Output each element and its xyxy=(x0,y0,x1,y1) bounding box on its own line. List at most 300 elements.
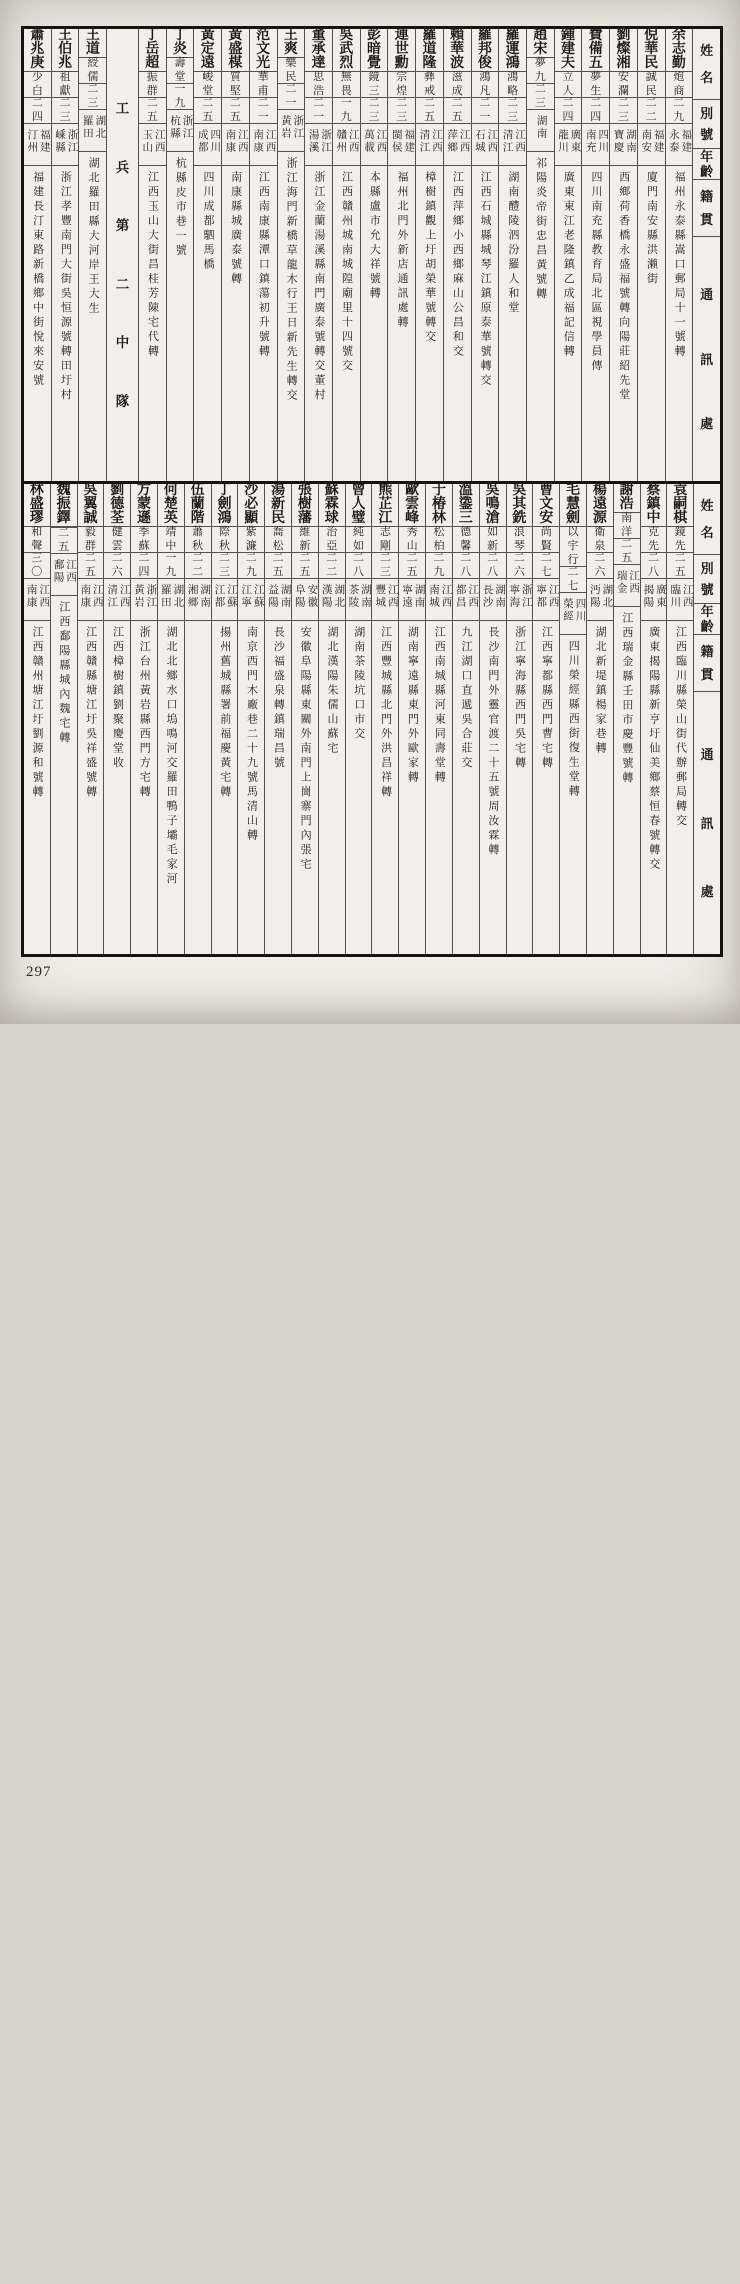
name-cell xyxy=(399,484,425,526)
person-age: 二 九 xyxy=(245,552,257,578)
native-place-cell xyxy=(372,578,398,620)
person-address: 江西贛州塘江圩劉源和號轉 xyxy=(31,626,44,800)
address-cell xyxy=(292,620,318,2284)
person-native-place: 湖北沔陽 xyxy=(588,584,613,609)
person-name: 蕭 兆 庚 xyxy=(30,28,45,71)
person-age: 二 三 xyxy=(87,83,99,109)
person-address: 四川榮經縣西街復生堂轉 xyxy=(567,640,580,800)
age-cell xyxy=(372,552,398,578)
age-cell xyxy=(666,97,693,123)
person-name: 吳 武 烈 xyxy=(339,28,354,71)
roster-column xyxy=(506,484,533,954)
header-age xyxy=(694,603,720,634)
age-cell xyxy=(614,538,640,564)
person-native-place: 江蘇江寧 xyxy=(240,584,264,609)
address-cell xyxy=(185,620,211,2284)
person-age: 二 三 xyxy=(507,97,519,123)
person-native-place: 安徽阜陽 xyxy=(293,584,318,609)
address-cell xyxy=(560,634,586,2284)
person-name: 董 承 達 xyxy=(311,28,326,71)
roster-column xyxy=(103,484,130,954)
person-alias: 思 浩 xyxy=(313,71,325,97)
native-place-cell xyxy=(416,123,443,165)
person-age: 二 五 xyxy=(58,527,70,553)
person-name: 吳 鳴 滄 xyxy=(485,483,500,526)
person-address: 浙江金蘭湯溪縣南門廣泰號轉交董村 xyxy=(312,171,325,403)
person-age: 二 五 xyxy=(674,552,686,578)
name-cell xyxy=(444,29,471,71)
person-native-place: 四川榮經 xyxy=(562,598,586,623)
alias-cell xyxy=(587,526,613,552)
person-name: 劉 燦 湘 xyxy=(616,28,631,71)
name-cell xyxy=(610,29,637,71)
person-address: 江西鄱陽縣城內魏宅轉 xyxy=(57,601,70,746)
alias-cell xyxy=(399,526,425,552)
person-alias: 夢 生 xyxy=(590,71,602,97)
name-cell xyxy=(305,29,332,71)
native-place-cell xyxy=(610,123,637,165)
roster-column xyxy=(332,29,360,481)
name-cell xyxy=(499,29,526,71)
age-cell xyxy=(533,552,559,578)
person-native-place: 江西清江 xyxy=(106,584,130,609)
native-place-cell xyxy=(444,123,471,165)
age-cell xyxy=(158,552,184,578)
roster-column xyxy=(640,484,667,954)
roster-column xyxy=(166,29,194,481)
alias-cell xyxy=(527,57,554,83)
person-alias: 紫 濂 xyxy=(245,526,257,552)
person-native-place: 福建永泰 xyxy=(667,129,692,154)
roster-column xyxy=(318,484,345,954)
age-cell xyxy=(265,552,291,578)
alias-cell xyxy=(319,526,345,552)
person-alias: 鏡 三 xyxy=(368,71,380,97)
native-place-cell xyxy=(131,578,157,620)
alias-cell xyxy=(499,71,526,97)
person-address: 長沙福盛泉轉鎮瑞昌號 xyxy=(272,626,285,771)
alias-cell xyxy=(24,71,51,97)
person-native-place: 廣東揭陽 xyxy=(642,584,666,609)
person-name: 連 世 勳 xyxy=(394,28,409,71)
alias-cell xyxy=(667,526,693,552)
age-cell xyxy=(416,97,443,123)
person-name: 羅 道 隆 xyxy=(422,28,437,71)
person-native-place: 浙江黃岩 xyxy=(279,115,304,140)
roster-column xyxy=(554,29,582,481)
person-native-place: 江西清江 xyxy=(501,129,526,154)
age-cell xyxy=(24,552,50,578)
roster-column xyxy=(609,29,637,481)
name-cell xyxy=(587,484,613,526)
person-alias: 宗 煌 xyxy=(396,71,408,97)
name-cell xyxy=(194,29,221,71)
person-alias: 立 人 xyxy=(562,71,574,97)
person-native-place: 浙江黃岩 xyxy=(133,584,157,609)
person-address: 廈門南安縣洪瀨街 xyxy=(645,171,658,287)
age-cell xyxy=(139,97,166,123)
person-name: 曹 文 安 xyxy=(539,483,554,526)
name-cell xyxy=(265,484,291,526)
native-place-cell xyxy=(222,123,249,165)
age-cell xyxy=(361,97,388,123)
roster-column xyxy=(360,29,388,481)
age-cell xyxy=(238,552,264,578)
alias-cell xyxy=(388,71,415,97)
address-cell xyxy=(24,620,50,2284)
person-age: 二 五 xyxy=(202,97,214,123)
person-alias: 夢 九 xyxy=(534,57,546,83)
address-cell xyxy=(399,620,425,2284)
person-age: 二 二 xyxy=(192,552,204,578)
alias-cell xyxy=(453,526,479,552)
name-cell xyxy=(361,29,388,71)
person-alias: 滋 成 xyxy=(451,71,463,97)
person-name: 丁 岳 超 xyxy=(145,28,160,71)
alias-cell xyxy=(555,71,582,97)
person-address: 湖北羅田縣大河岸王大生 xyxy=(87,157,100,317)
person-alias: 鴻 略 xyxy=(507,71,519,97)
person-native-place: 江蘇江都 xyxy=(213,584,237,609)
person-native-place: 福建汀州 xyxy=(26,129,50,154)
roster-column xyxy=(613,484,640,954)
header-native-label: 籍 貫 xyxy=(700,644,714,682)
person-age: 二 一 xyxy=(313,97,325,123)
native-place-cell xyxy=(641,578,667,620)
age-cell xyxy=(185,552,211,578)
person-alias: 南 洋 xyxy=(621,512,633,538)
roster-column xyxy=(479,484,506,954)
roster-column xyxy=(498,29,526,481)
native-place-cell xyxy=(388,123,415,165)
native-place-cell xyxy=(212,578,238,620)
native-place-cell xyxy=(666,123,693,165)
age-cell xyxy=(507,552,533,578)
person-name: 謝 浩 xyxy=(619,483,634,512)
person-address: 樟樹鎮觀上圩胡榮華號轉交 xyxy=(423,171,436,345)
roster-column xyxy=(237,484,264,954)
native-place-cell xyxy=(582,123,609,165)
person-native-place: 湖北漢陽 xyxy=(320,584,345,609)
header-address-label: 通 訊 處 xyxy=(700,746,714,900)
person-age: 一 九 xyxy=(174,83,186,109)
name-cell xyxy=(527,29,554,57)
roster-column xyxy=(78,29,106,481)
name-cell xyxy=(416,29,443,71)
person-age: 二 八 xyxy=(460,552,472,578)
alias-cell xyxy=(444,71,471,97)
person-name: 黃 盛 楳 xyxy=(228,28,243,71)
address-cell xyxy=(346,620,372,2284)
person-alias: 安 瀾 xyxy=(617,71,629,97)
person-address: 祁陽炎帝街忠昌黃號轉 xyxy=(534,157,547,302)
person-alias: 鴻 凡 xyxy=(479,71,491,97)
alias-cell xyxy=(372,526,398,552)
alias-cell xyxy=(167,57,194,83)
age-cell xyxy=(472,97,499,123)
native-place-cell xyxy=(158,578,184,620)
address-cell xyxy=(372,620,398,2284)
person-address: 湖南寧遠縣東門外歐家轉 xyxy=(406,626,419,786)
person-name: 伍 蘭 階 xyxy=(190,483,205,526)
person-age: 二 三 xyxy=(379,552,391,578)
native-place-cell xyxy=(507,578,533,620)
age-cell xyxy=(78,552,104,578)
address-cell xyxy=(319,620,345,2284)
alias-cell xyxy=(185,526,211,552)
person-age: 二 五 xyxy=(406,552,418,578)
person-alias: 志 剛 xyxy=(379,526,391,552)
person-native-place: 江西豐城 xyxy=(374,584,398,609)
header-alias xyxy=(693,99,720,148)
person-native-place: 江西萍鄉 xyxy=(446,129,470,154)
person-name: 何 楚 英 xyxy=(163,483,178,526)
roster-column xyxy=(50,484,77,954)
person-age: 二 八 xyxy=(353,552,365,578)
person-alias: 綬 儒 xyxy=(87,57,99,83)
age-cell xyxy=(305,97,332,123)
native-place-cell xyxy=(52,123,79,165)
person-address: 本縣盧市允大祥號轉 xyxy=(368,171,381,302)
age-cell xyxy=(212,552,238,578)
name-cell xyxy=(453,484,479,526)
name-cell xyxy=(52,29,79,71)
person-age: 二 三 xyxy=(617,97,629,123)
person-age: 二 八 xyxy=(487,552,499,578)
native-place-cell xyxy=(426,578,452,620)
age-cell xyxy=(24,97,51,123)
person-age: 二 三 xyxy=(396,97,408,123)
roster-column xyxy=(138,29,166,481)
roster-column xyxy=(586,484,613,954)
age-cell xyxy=(278,83,305,109)
person-alias: 以 宇 行 xyxy=(567,526,579,566)
person-alias: 靖 中 xyxy=(165,526,177,552)
person-alias: 如 新 xyxy=(487,526,499,552)
person-address: 浙江孝豐南門大街吳恒源號轉田圩村 xyxy=(59,171,72,403)
person-address: 湖南醴陵泗汾羅人和堂 xyxy=(506,171,519,316)
native-place-cell xyxy=(194,123,221,165)
name-cell xyxy=(388,29,415,71)
roster-column xyxy=(425,484,452,954)
roster-column xyxy=(471,29,499,481)
roster-column xyxy=(532,484,559,954)
native-place-cell xyxy=(24,578,50,620)
person-native-place: 江西南康 xyxy=(79,584,103,609)
name-cell xyxy=(212,484,238,526)
person-address: 江西臨川縣榮山街代辦郵局轉交 xyxy=(674,626,687,829)
person-age: 二 四 xyxy=(590,97,602,123)
person-address: 南京西門木廠巷二十九號馬清山轉 xyxy=(245,626,258,844)
roster-band-bottom xyxy=(24,484,720,954)
age-cell xyxy=(527,83,554,109)
person-native-place: 江西石城 xyxy=(473,129,498,154)
person-alias: 純 如 xyxy=(353,526,365,552)
person-alias: 秀 山 xyxy=(406,526,418,552)
native-place-cell xyxy=(346,578,372,620)
native-place-cell xyxy=(278,109,305,151)
name-cell xyxy=(139,29,166,71)
name-cell xyxy=(185,484,211,526)
person-age: 二 三 xyxy=(59,97,71,123)
person-alias: 德 馨 xyxy=(460,526,472,552)
person-age: 二 七 xyxy=(540,552,552,578)
person-native-place: 江西南城 xyxy=(427,584,452,609)
person-age: 二 五 xyxy=(229,97,241,123)
person-name: 余 志 勤 xyxy=(671,28,686,71)
person-age: 二 六 xyxy=(513,552,525,578)
person-age: 二 一 xyxy=(285,83,297,109)
person-age: 二 七 xyxy=(567,566,579,592)
person-name: 于 椿 林 xyxy=(431,483,446,526)
person-native-place: 湖南 xyxy=(535,115,547,140)
age-cell xyxy=(667,552,693,578)
age-cell xyxy=(610,97,637,123)
person-address: 湖北新堤鎮楊家巷轉 xyxy=(594,626,607,757)
person-native-place: 浙江杭縣 xyxy=(168,115,193,140)
person-native-place: 江西南康 xyxy=(25,584,50,609)
name-cell xyxy=(533,484,559,526)
person-address: 江西玉山大街昌桂芳陳宅代轉 xyxy=(146,171,159,360)
address-cell xyxy=(51,595,77,2284)
address-cell xyxy=(480,620,506,2284)
alias-cell xyxy=(507,526,533,552)
roster-column xyxy=(77,484,104,954)
roster-column xyxy=(24,484,50,954)
person-address: 廣東揭陽縣新亨圩仙美鄉蔡恒春號轉交 xyxy=(647,626,660,873)
age-cell xyxy=(79,83,106,109)
person-age: 一 九 xyxy=(165,552,177,578)
address-cell xyxy=(507,620,533,2284)
person-age: 二 三 xyxy=(368,97,380,123)
person-native-place: 湖南寧遠 xyxy=(401,584,425,609)
name-cell xyxy=(222,29,249,71)
roster-column xyxy=(443,29,471,481)
native-place-cell xyxy=(292,578,318,620)
alias-cell xyxy=(278,57,305,83)
age-cell xyxy=(222,97,249,123)
person-address: 四川南充縣教育局北區視學員傳 xyxy=(590,171,603,374)
person-native-place: 浙江寧海 xyxy=(508,584,532,609)
person-alias: 季 蘇 xyxy=(138,526,150,552)
alias-cell xyxy=(222,71,249,97)
person-name: 王 爽 xyxy=(283,28,298,57)
roster-column xyxy=(51,29,79,481)
age-cell xyxy=(51,527,77,553)
person-alias: 喬 松 xyxy=(272,526,284,552)
person-alias: 無 畏 xyxy=(340,71,352,97)
person-native-place: 四川南充 xyxy=(584,129,609,154)
person-address: 揚州舊城縣署前福慶黃宅轉 xyxy=(218,626,231,800)
native-place-cell xyxy=(139,123,166,165)
address-cell xyxy=(212,620,238,2284)
address-cell xyxy=(587,620,613,2284)
person-name: 羅 邦 俊 xyxy=(477,28,492,71)
page-number: 297 xyxy=(26,964,52,980)
person-alias: 松 柏 xyxy=(433,526,445,552)
age-cell xyxy=(453,552,479,578)
native-place-cell xyxy=(185,578,211,620)
name-cell xyxy=(507,484,533,526)
name-cell xyxy=(78,484,104,526)
person-address: 江西南城縣河東同壽堂轉 xyxy=(433,626,446,786)
age-cell xyxy=(333,97,360,123)
alias-cell xyxy=(610,71,637,97)
person-address: 江西樟樹鎮劉聚慶堂收 xyxy=(111,626,124,771)
person-name: 劉 德 荃 xyxy=(110,483,125,526)
name-cell xyxy=(641,484,667,526)
roster-column xyxy=(387,29,415,481)
roster-column xyxy=(452,484,479,954)
name-cell xyxy=(346,484,372,526)
header-address xyxy=(694,691,720,954)
person-age: 二 五 xyxy=(423,97,435,123)
person-name: 熊 芷 江 xyxy=(378,483,393,526)
alias-cell xyxy=(426,526,452,552)
person-age: 二 九 xyxy=(433,552,445,578)
age-cell xyxy=(399,552,425,578)
header-name xyxy=(693,29,720,99)
native-place-cell xyxy=(361,123,388,165)
person-age: 二 八 xyxy=(647,552,659,578)
person-age: 二 五 xyxy=(621,538,633,564)
person-name: 沙 必 顯 xyxy=(244,483,259,526)
person-alias: 誠 民 xyxy=(645,71,657,97)
alias-cell xyxy=(416,71,443,97)
alias-cell xyxy=(472,71,499,97)
person-address: 安徽阜陽縣東關外南門上崗寨門內張宅 xyxy=(299,626,312,873)
header-native xyxy=(694,634,720,691)
section-divider-column xyxy=(106,29,138,481)
person-name: 毛 慧 劍 xyxy=(566,483,581,526)
person-alias: 少 白 xyxy=(31,71,43,97)
age-cell xyxy=(480,552,506,578)
alias-cell xyxy=(104,526,130,552)
person-address: 福州北門外新店通訊處轉 xyxy=(395,171,408,331)
age-cell xyxy=(638,97,665,123)
person-alias: 華 甫 xyxy=(257,71,269,97)
roster-column xyxy=(526,29,554,481)
name-cell xyxy=(79,29,106,57)
name-cell xyxy=(560,484,586,526)
alias-cell xyxy=(52,71,79,97)
roster-column xyxy=(398,484,425,954)
roster-column xyxy=(211,484,238,954)
native-place-cell xyxy=(480,578,506,620)
age-cell xyxy=(250,97,277,123)
roster-column xyxy=(345,484,372,954)
person-age: 二 一 xyxy=(257,97,269,123)
person-age: 二 四 xyxy=(31,97,43,123)
person-address: 浙江台州黃岩縣西門方宅轉 xyxy=(138,626,151,800)
person-native-place: 江西南康 xyxy=(224,129,248,154)
person-native-place: 浙江嵊縣 xyxy=(54,129,78,154)
person-age: 二 四 xyxy=(138,552,150,578)
name-cell xyxy=(24,484,50,526)
roster-column xyxy=(665,29,693,481)
address-cell xyxy=(158,620,184,2284)
native-place-cell xyxy=(527,109,554,151)
person-address: 江西豐城縣北門外洪昌祥轉 xyxy=(379,626,392,800)
person-address: 浙江海門新橋草龍木行王日新先生轉交 xyxy=(285,157,298,404)
native-place-cell xyxy=(587,578,613,620)
roster-column xyxy=(249,29,277,481)
person-age: 二 三 xyxy=(218,552,230,578)
address-cell xyxy=(453,620,479,2284)
native-place-cell xyxy=(78,578,104,620)
header-name xyxy=(694,484,720,554)
person-alias: 維 新 xyxy=(299,526,311,552)
